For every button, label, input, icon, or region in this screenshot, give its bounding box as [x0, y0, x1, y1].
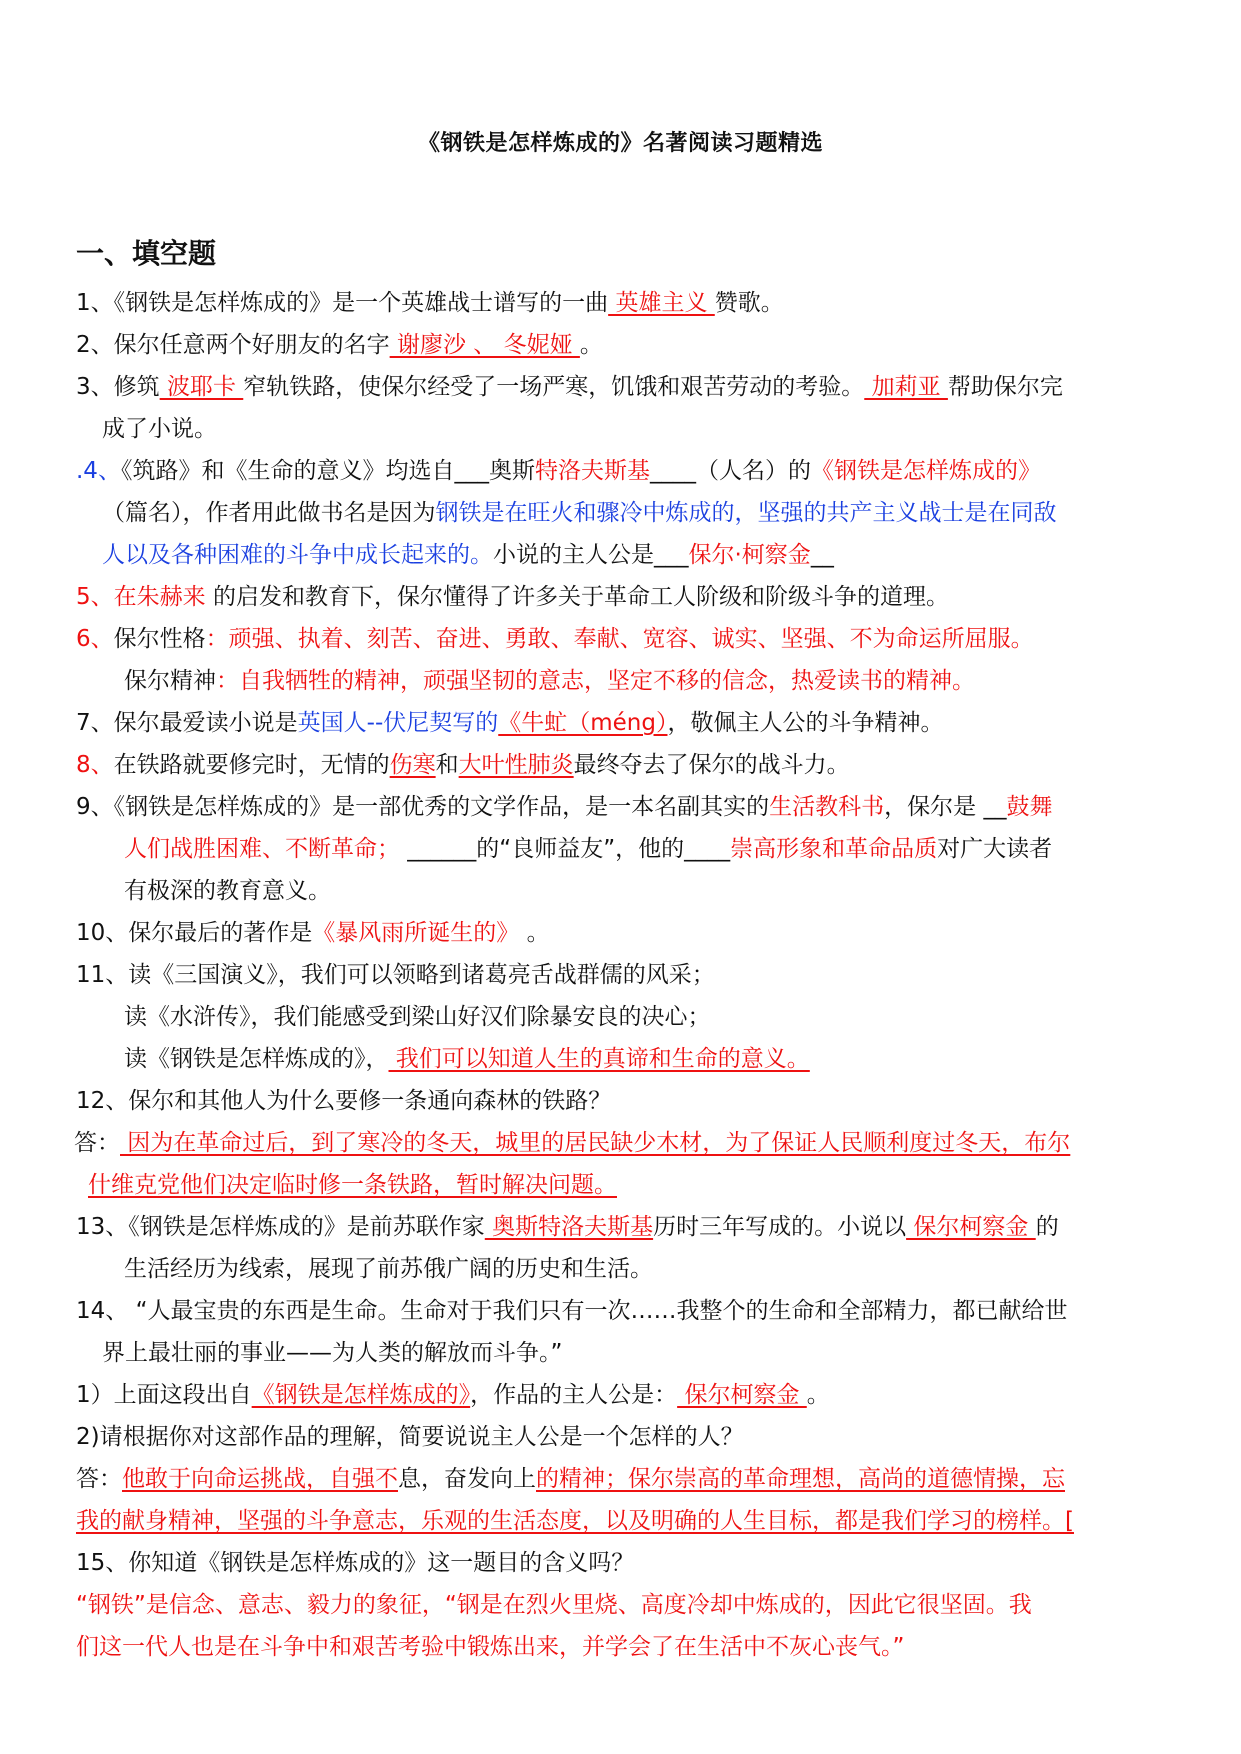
question-text: 。: [519, 920, 550, 946]
question-6-cont: [76, 660, 1176, 702]
answer-text: 鼓舞: [1006, 794, 1053, 820]
question-text: 窄轨铁路，使保尔经受了一场严寒，饥饿和艰苦劳动的考验。: [243, 374, 865, 400]
document-title: 《钢铁是怎样炼成的》名著阅读习题精选: [417, 131, 823, 156]
answer-text: 保尔柯察金: [906, 1214, 1036, 1240]
answer-text: 的精神；保尔崇高的革命理想，高尚的道德情操，忘: [536, 1466, 1065, 1492]
question-9-cont: [76, 828, 1176, 870]
answer-text: 加莉亚: [864, 374, 948, 400]
question-text: 1、《钢铁是怎样炼成的》是一个英雄战士谱写的一曲: [76, 290, 609, 316]
answer-text: 崇高形象和革命品质: [730, 836, 938, 862]
question-text: 帮助保尔完: [947, 374, 1063, 400]
answer-text: 我们可以知道人生的真谛和生命的意义。: [388, 1046, 810, 1072]
answer-text: 他敢于向命运挑战，自强不: [122, 1466, 398, 1492]
question-12: [76, 1080, 1176, 1122]
question-text: 和: [435, 752, 459, 778]
question-text: 读《钢铁是怎样炼成的》，: [124, 1046, 389, 1072]
question-14-part1: [76, 1374, 1176, 1416]
question-text: __: [810, 542, 834, 568]
question-text: 。: [806, 1382, 830, 1408]
question-3: [76, 366, 1176, 408]
answer-text: 大叶性肺炎: [458, 752, 574, 778]
question-11-cont: [76, 996, 1176, 1038]
question-text: 成了小说。: [102, 416, 217, 442]
question-11-cont: [76, 1038, 1176, 1080]
question-11: [76, 954, 1176, 996]
question-text: 10、保尔最后的著作是: [76, 920, 313, 946]
question-text: 12、保尔和其他人为什么要修一条通向森林的铁路？: [76, 1088, 612, 1114]
question-text: 生活经历为线索，展现了前苏俄广阔的历史和生活。: [124, 1256, 653, 1282]
question-5: [76, 576, 1176, 618]
answer-text: 们这一代人也是在斗争中和艰苦考验中锻炼出来，并学会了在生活中不灰心丧气。”: [76, 1634, 905, 1660]
answer-text: 保尔·柯察金: [688, 542, 811, 568]
answer-text: 英雄主义: [608, 290, 715, 316]
question-text: ，作品的主人公是：: [470, 1382, 678, 1408]
question-text: ______的“良师益友”，他的____: [400, 836, 731, 862]
question-12-answer-cont: [76, 1164, 1176, 1206]
answer-text: 生活教科书: [769, 794, 885, 820]
question-6: [76, 618, 1176, 660]
question-text: ，敬佩主人公的斗争精神。: [667, 710, 944, 736]
question-text: 读《水浒传》，我们能感受到梁山好汉们除暴安良的决心；: [124, 1004, 711, 1030]
question-3-cont: [76, 408, 1176, 450]
question-number: 6、: [76, 626, 114, 652]
question-text: 11、读《三国演义》，我们可以领略到诸葛亮舌战群儒的风采；: [76, 962, 715, 988]
answer-text: 伤寒: [389, 752, 436, 778]
answer-text: 人们战胜困难、不断革命；: [124, 836, 400, 862]
answer-text: 人以及各种困难的斗争中成长起来的。: [102, 542, 493, 568]
question-text: 7、保尔最爱读小说是: [76, 710, 298, 736]
answer-label: 答：: [74, 1130, 120, 1156]
question-10: [76, 912, 1176, 954]
question-2: [76, 324, 1176, 366]
question-14-answer-cont: [76, 1500, 1176, 1542]
question-list: [76, 282, 1176, 1668]
question-text: 《筑路》和《生命的意义》均选自___奥斯: [120, 458, 535, 484]
answer-text: 保尔柯察金: [677, 1382, 807, 1408]
question-text: 13、《钢铁是怎样炼成的》是前苏联作家: [76, 1214, 485, 1240]
answer-text: 《钢铁是怎样炼成的》: [251, 1382, 471, 1408]
answer-text: 息，奋发向上: [398, 1466, 536, 1492]
question-15: [76, 1542, 1176, 1584]
question-text: ____（人名）的: [649, 458, 811, 484]
answer-text: 谢廖沙 、 冬妮娅: [389, 332, 580, 358]
question-12-answer: [74, 1122, 1176, 1164]
question-text: 有极深的教育意义。: [124, 878, 331, 904]
answer-text: 波耶卡: [159, 374, 244, 400]
question-text: 14、 “人最宝贵的东西是生命。生命对于我们只有一次……我整个的生命和全部精力，都已献给世: [76, 1298, 1068, 1324]
question-8: [76, 744, 1176, 786]
question-text: 对广大读者: [937, 836, 1053, 862]
question-text: 5、在: [76, 584, 137, 610]
answer-text: 我的献身精神，坚强的斗争意志，乐观的生活态度，以及明确的人生目标，都是我们学习的榜样。[: [76, 1508, 1074, 1534]
answer-text: 《钢铁是怎样炼成的》: [810, 458, 1041, 484]
question-text: （篇名），作者用此做书名是因为: [102, 500, 436, 526]
question-13-cont: [76, 1248, 1176, 1290]
question-text: 2)请根据你对这部作品的理解，简要说说主人公是一个怎样的人？: [76, 1424, 744, 1450]
question-4: [76, 450, 1176, 492]
question-text: 最终夺去了保尔的战斗力。: [573, 752, 850, 778]
question-text: 的启发和教育下，保尔懂得了许多关于革命工人阶级和阶级斗争的道理。: [205, 584, 949, 610]
question-text: 赞歌。: [714, 290, 784, 316]
question-text: 15、你知道《钢铁是怎样炼成的》这一题目的含义吗？: [76, 1550, 635, 1576]
question-text: 小说的主人公是___: [493, 542, 689, 568]
question-text: 1）上面这段出自: [76, 1382, 252, 1408]
question-14: [76, 1290, 1176, 1332]
question-14-answer: [76, 1458, 1176, 1500]
answer-label: 答：: [76, 1466, 122, 1492]
answer-text: ：自我牺牲的精神，顽强坚韧的意志，坚定不移的信念，热爱读书的精神。: [216, 668, 975, 694]
question-4-cont: [76, 534, 1176, 576]
answer-text: 因为在革命过后，到了寒冷的冬天，城里的居民缺少木材，为了保证人民顺利度过冬天，布尔: [120, 1130, 1071, 1156]
question-15-answer-cont: [76, 1626, 1176, 1668]
question-text: 。: [579, 332, 603, 358]
question-1: [76, 282, 1176, 324]
question-7: [76, 702, 1176, 744]
question-14-part2: [76, 1416, 1176, 1458]
answer-text: 《暴风雨所诞生的》: [312, 920, 520, 946]
question-text: 3、修筑: [76, 374, 160, 400]
question-text: ，保尔是 __: [884, 794, 1007, 820]
question-number: 8、: [76, 752, 114, 778]
question-text: 历时三年写成的。小说以: [653, 1214, 907, 1240]
question-number: .4、: [76, 458, 121, 484]
question-text: 界上最壮丽的事业——为人类的解放而斗争。”: [102, 1340, 563, 1366]
question-9-cont: [76, 870, 1176, 912]
question-15-answer: [76, 1584, 1176, 1626]
answer-text: 奥斯特洛夫斯基: [484, 1214, 654, 1240]
answer-text: 特洛夫斯基: [534, 458, 650, 484]
question-text: 9、《钢铁是怎样炼成的》是一部优秀的文学作品，是一本名副其实的: [76, 794, 770, 820]
answer-text: “钢铁”是信念、意志、毅力的象征，“钢是在烈火里烧、高度冷却中炼成的，因此它很坚固。我: [76, 1592, 1032, 1618]
question-14-cont: [76, 1332, 1176, 1374]
question-13: [76, 1206, 1176, 1248]
answer-text: 什维克党他们决定临时修一条铁路，暂时解决问题。: [88, 1172, 617, 1198]
answer-text: 《牛虻（méng）: [498, 710, 668, 736]
question-text: 保尔性格: [113, 626, 206, 652]
answer-text: 英国人--伏尼契写的: [297, 710, 499, 736]
section-heading: 一、填空题: [76, 237, 217, 270]
question-text: 2、保尔任意两个好朋友的名字: [76, 332, 390, 358]
question-4-cont: [76, 492, 1176, 534]
question-text: 的: [1035, 1214, 1059, 1240]
answer-text: 朱赫来: [136, 584, 206, 610]
answer-text: 钢铁是在旺火和骤冷中炼成的，坚强的共产主义战士是在同敌: [435, 500, 1057, 526]
question-9: [76, 786, 1176, 828]
question-text: 保尔精神: [124, 668, 216, 694]
answer-text: ：顽强、执着、刻苦、奋进、勇敢、奉献、宽容、诚实、坚强、不为命运所屈服。: [205, 626, 1034, 652]
question-text: 在铁路就要修完时，无情的: [113, 752, 390, 778]
